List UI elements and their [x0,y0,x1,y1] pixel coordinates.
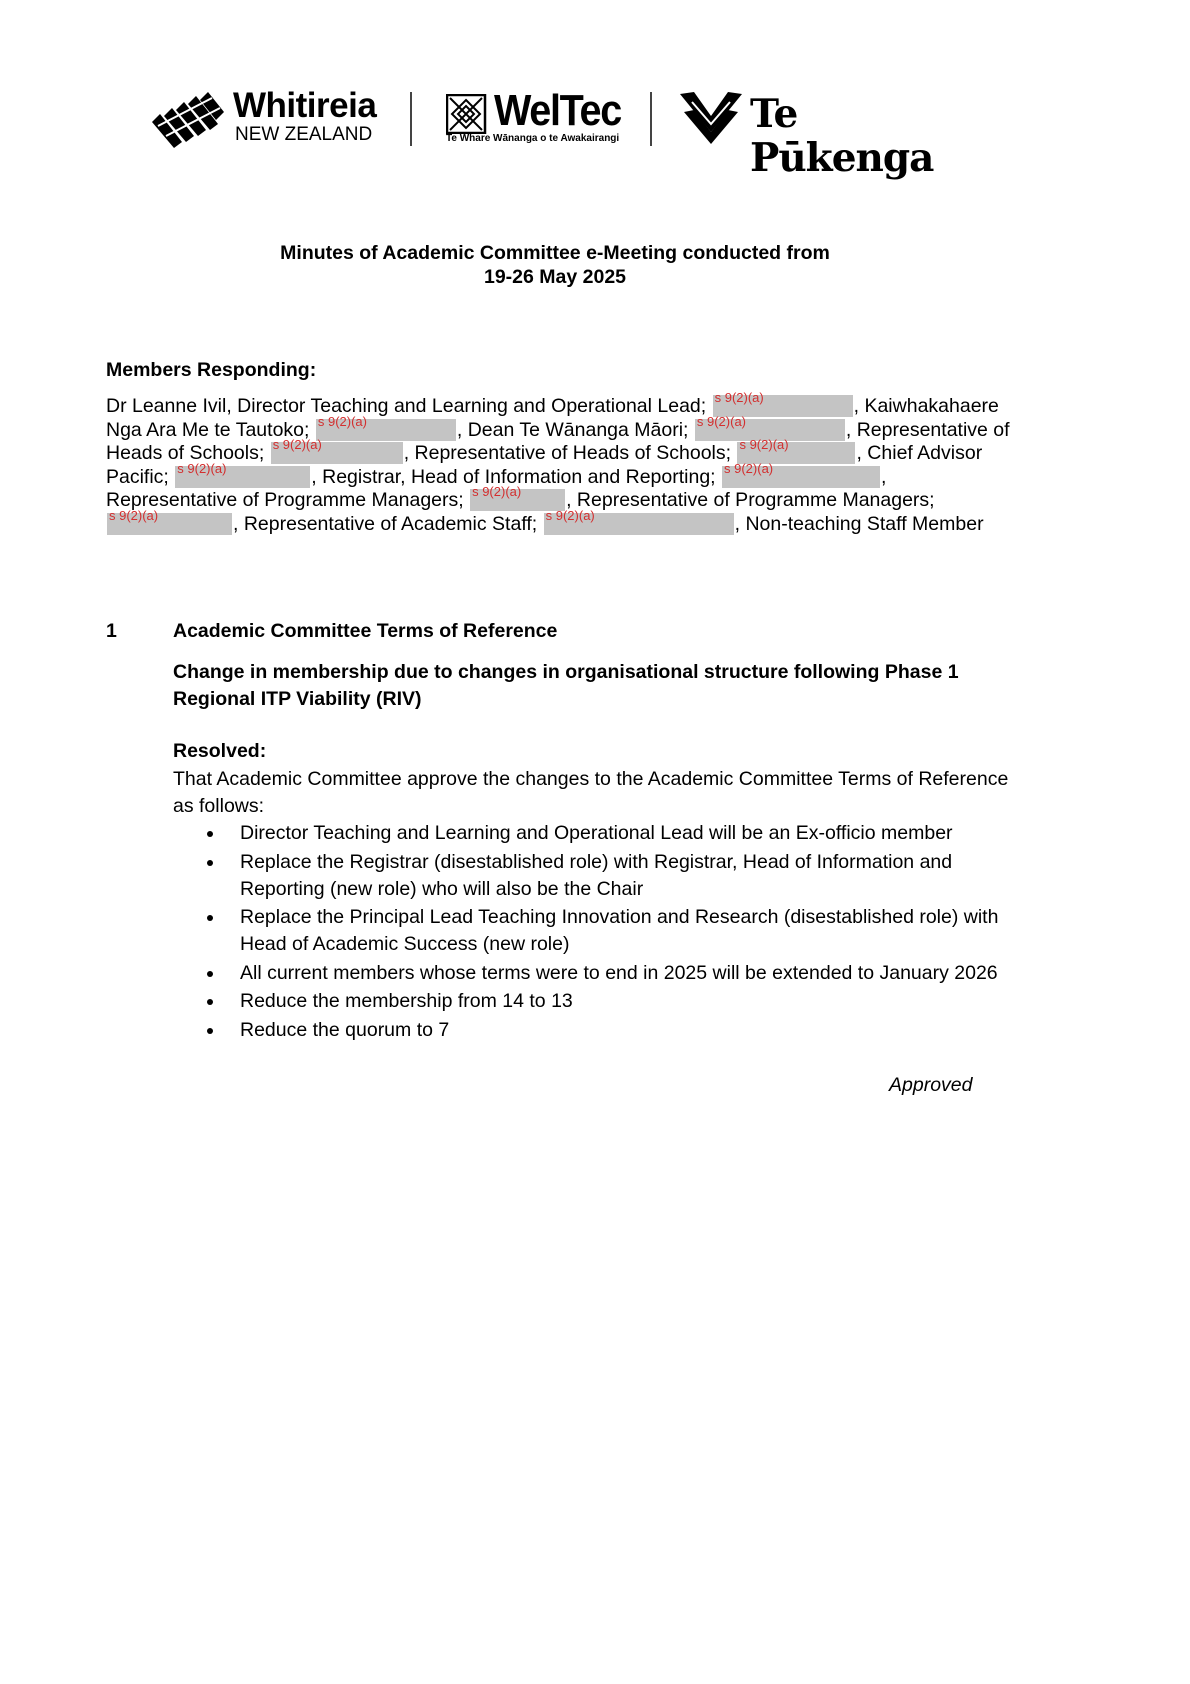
item-number: 1 [106,620,117,642]
redaction-box [544,507,734,535]
bullet-text: Reduce the membership from 14 to 13 [240,990,573,1012]
members-heading: Members Responding: [106,359,317,381]
bullet-icon [207,860,213,866]
weltec-name: WelTec [494,86,621,135]
tepukenga-mark-icon [680,92,742,144]
redaction-box [175,460,310,488]
redaction-code: s 9(2)(a) [472,484,522,499]
member-text: , Representative of Programme Managers; [566,489,935,511]
list-item [173,820,1013,847]
bullet-icon [207,999,213,1005]
bullet-text: Director Teaching and Learning and Operational Lead will be an Ex-officio member [240,822,953,844]
member-text: , Registrar, Head of Information and Reporting; [311,465,722,488]
list-item [173,849,1013,903]
tepukenga-logo [680,88,960,181]
member-text: , Representative of Programme Managers; [106,465,887,511]
whitireia-subtitle: NEW ZEALAND [235,124,373,145]
member-text: , Representative of Heads of Schools; [403,442,737,464]
member-text: , Representative of Heads of Schools; [106,418,1010,464]
redaction-code: s 9(2)(a) [317,413,367,429]
list-item [173,988,1013,1015]
bullet-icon [207,1028,213,1034]
bullet-text: Replace the Registrar (disestablished role) with Registrar, Head of Information and Reporting (new role) who will also be the Chair [240,850,953,900]
member-text: Dr Leanne Ivil, Director Teaching and Learning and Operational Lead; [106,395,712,417]
redaction-box [316,413,456,441]
bullet-icon [207,915,213,921]
whitireia-name: Whitireia [233,86,377,125]
list-item [173,1017,1013,1044]
list-item [173,960,1013,987]
redaction-code: s 9(2)(a) [272,437,322,452]
bullet-text: All current members whose terms were to end in 2025 will be extended to January 2026 [240,961,998,984]
bullet-icon [207,831,213,837]
member-text: , Non-teaching Staff Member [734,512,984,535]
redaction-code: s 9(2)(a) [739,437,789,452]
tepukenga-name: Te Pūkenga [750,91,934,181]
item-title: Academic Committee Terms of Reference [173,620,558,642]
title-line-2: 19-26 May 2025 [483,266,627,288]
resolution-text: That Academic Committee approve the changes to the Academic Committee Terms of Reference as follows: [173,768,1009,817]
redaction-code: s 9(2)(a) [724,460,774,476]
redaction-code: s 9(2)(a) [696,413,747,429]
member-text: , Dean Te Wānanga Māori; [456,418,694,441]
resolved-label: Resolved: [173,740,267,762]
bullet-text: Replace the Principal Lead Teaching Innovation and Research (disestablished role) with Head of Academic Success (new role) [240,906,999,955]
redaction-box [722,460,880,488]
weltec-logo [446,88,626,152]
redaction-code: s 9(2)(a) [177,460,227,476]
approval-status: Approved [889,1074,973,1096]
redaction-code: s 9(2)(a) [109,507,159,523]
title-line-1: Minutes of Academic Committee e-Meeting conducted from [280,242,830,264]
redaction-code: s 9(2)(a) [545,507,595,523]
redaction-code: s 9(2)(a) [714,390,764,405]
weltec-mark-icon [446,94,488,134]
member-text: , Kaiwhakahaere Nga Ara Me te Tautoko; [106,395,999,441]
logo-divider [410,92,412,146]
bullet-text: Reduce the quorum to 7 [240,1018,450,1041]
header-logos [150,86,960,181]
member-text: , Representative of Academic Staff; [233,512,543,535]
whitireia-mark-icon [152,92,228,148]
item-subtitle: Change in membership due to changes in organisational structure following Phase 1 Regional ITP Viability (RIV) [173,661,959,710]
logo-divider [650,92,652,146]
whitireia-logo [150,88,390,152]
document-title [0,241,1110,289]
weltec-subtitle: Te Whare Wānanga o te Awakairangi [446,133,620,144]
bullet-icon [207,971,213,977]
list-item [173,904,1013,958]
members-list [106,390,1011,536]
redaction-box [107,507,232,535]
redaction-box [271,437,403,464]
member-text: , Chief Advisor Pacific; [106,442,983,488]
resolution-bullets [173,820,1013,1045]
